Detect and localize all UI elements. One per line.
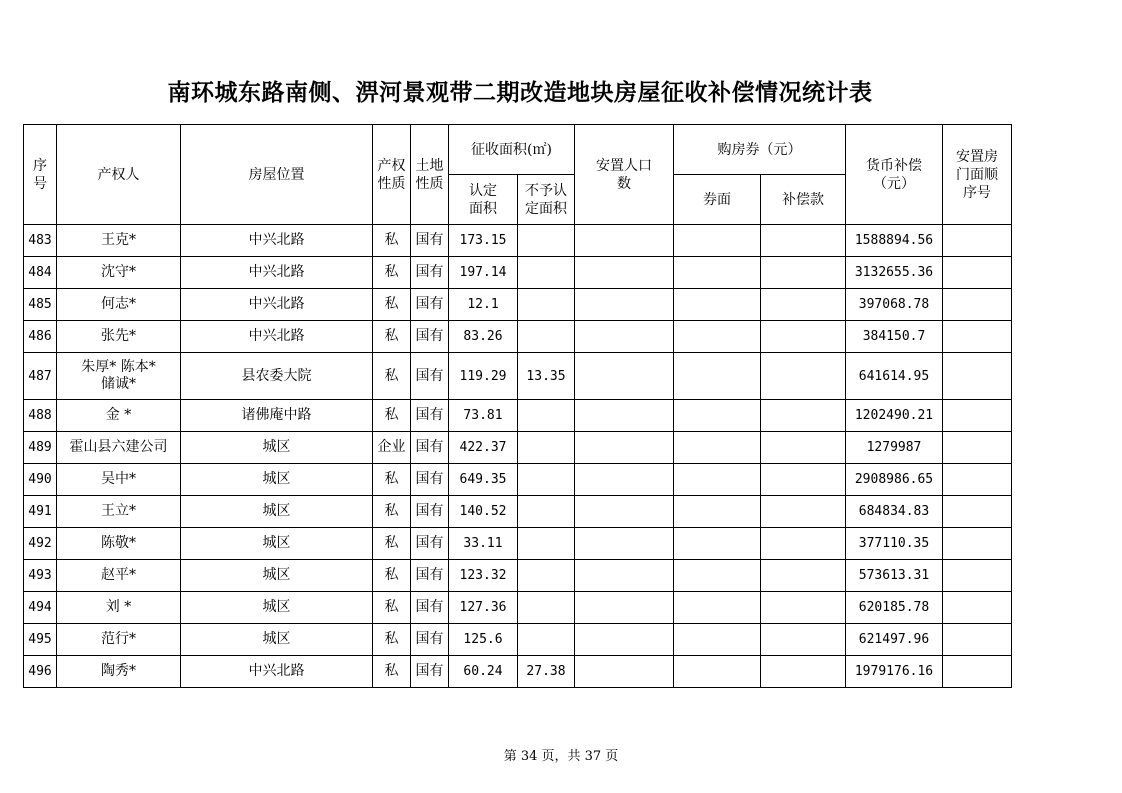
money-comp-cell: 384150.7	[846, 321, 943, 353]
resettle-pop-cell	[575, 321, 674, 353]
property-type-cell: 私	[373, 321, 411, 353]
table-row	[24, 464, 1012, 496]
land-type-cell: 国有	[411, 353, 449, 400]
area-cell: 123.32	[449, 560, 518, 592]
property-type-cell: 私	[373, 624, 411, 656]
not-area-cell: 27.38	[518, 656, 575, 688]
not-area-cell	[518, 592, 575, 624]
resettle-pop-cell	[575, 496, 674, 528]
shop-order-cell	[943, 225, 1012, 257]
seq-cell: 489	[24, 432, 57, 464]
table-row	[24, 257, 1012, 289]
shop-order-cell	[943, 528, 1012, 560]
location-cell: 城区	[181, 624, 373, 656]
voucher-comp-cell	[761, 257, 846, 289]
seq-cell: 483	[24, 225, 57, 257]
seq-cell: 496	[24, 656, 57, 688]
shop-order-cell	[943, 496, 1012, 528]
seq-cell: 484	[24, 257, 57, 289]
resettle-pop-cell	[575, 257, 674, 289]
header-area-recognized: 认定面积	[449, 175, 518, 225]
money-comp-cell: 1202490.21	[846, 400, 943, 432]
table-row	[24, 592, 1012, 624]
voucher-face-cell	[674, 496, 761, 528]
shop-order-cell	[943, 257, 1012, 289]
voucher-comp-cell	[761, 400, 846, 432]
header-location: 房屋位置	[181, 125, 373, 225]
page-footer: 第 34 页，共 37 页	[503, 749, 619, 764]
property-type-cell: 私	[373, 289, 411, 321]
owner-cell: 张先*	[57, 321, 181, 353]
location-cell: 中兴北路	[181, 321, 373, 353]
table-row	[24, 624, 1012, 656]
money-comp-cell: 641614.95	[846, 353, 943, 400]
header-shop-order: 安置房门面顺序号	[943, 125, 1012, 225]
property-type-cell: 私	[373, 496, 411, 528]
area-cell: 125.6	[449, 624, 518, 656]
table-row	[24, 496, 1012, 528]
voucher-comp-cell	[761, 225, 846, 257]
shop-order-cell	[943, 560, 1012, 592]
shop-order-cell	[943, 289, 1012, 321]
header-seq: 序号	[24, 125, 57, 225]
voucher-comp-cell	[761, 496, 846, 528]
not-area-cell	[518, 464, 575, 496]
money-comp-cell: 377110.35	[846, 528, 943, 560]
location-cell: 中兴北路	[181, 257, 373, 289]
voucher-comp-cell	[761, 321, 846, 353]
voucher-face-cell	[674, 624, 761, 656]
not-area-cell	[518, 624, 575, 656]
property-type-cell: 私	[373, 656, 411, 688]
resettle-pop-cell	[575, 656, 674, 688]
table-row	[24, 400, 1012, 432]
seq-cell: 488	[24, 400, 57, 432]
owner-cell: 金 *	[57, 400, 181, 432]
shop-order-cell	[943, 464, 1012, 496]
seq-cell: 490	[24, 464, 57, 496]
table-row	[24, 321, 1012, 353]
voucher-comp-cell	[761, 560, 846, 592]
voucher-comp-cell	[761, 656, 846, 688]
land-type-cell: 国有	[411, 560, 449, 592]
property-type-cell: 私	[373, 257, 411, 289]
land-type-cell: 国有	[411, 432, 449, 464]
not-area-cell	[518, 257, 575, 289]
money-comp-cell: 621497.96	[846, 624, 943, 656]
header-owner: 产权人	[57, 125, 181, 225]
resettle-pop-cell	[575, 624, 674, 656]
header-resettle-pop: 安置人口数	[575, 125, 674, 225]
owner-cell: 霍山县六建公司	[57, 432, 181, 464]
location-cell: 中兴北路	[181, 289, 373, 321]
property-type-cell: 私	[373, 560, 411, 592]
seq-cell: 495	[24, 624, 57, 656]
land-type-cell: 国有	[411, 321, 449, 353]
header-voucher-group: 购房券（元）	[674, 125, 846, 175]
money-comp-cell: 1279987	[846, 432, 943, 464]
resettle-pop-cell	[575, 289, 674, 321]
not-area-cell	[518, 432, 575, 464]
voucher-face-cell	[674, 225, 761, 257]
property-type-cell: 私	[373, 528, 411, 560]
not-area-cell	[518, 321, 575, 353]
voucher-comp-cell	[761, 432, 846, 464]
location-cell: 城区	[181, 496, 373, 528]
owner-cell: 陶秀*	[57, 656, 181, 688]
owner-cell: 吴中*	[57, 464, 181, 496]
resettle-pop-cell	[575, 225, 674, 257]
owner-cell: 何志*	[57, 289, 181, 321]
voucher-face-cell	[674, 353, 761, 400]
area-cell: 197.14	[449, 257, 518, 289]
location-cell: 城区	[181, 560, 373, 592]
owner-cell: 王立*	[57, 496, 181, 528]
shop-order-cell	[943, 353, 1012, 400]
owner-line: 储诚*	[101, 376, 136, 392]
shop-order-cell	[943, 400, 1012, 432]
money-comp-cell: 620185.78	[846, 592, 943, 624]
owner-cell: 范行*	[57, 624, 181, 656]
property-type-cell: 私	[373, 225, 411, 257]
location-cell: 县农委大院	[181, 353, 373, 400]
table-row	[24, 353, 1012, 400]
seq-cell: 486	[24, 321, 57, 353]
header-property-type: 产权性质	[373, 125, 411, 225]
shop-order-cell	[943, 321, 1012, 353]
header-land-type: 土地性质	[411, 125, 449, 225]
table-row	[24, 656, 1012, 688]
land-type-cell: 国有	[411, 656, 449, 688]
property-type-cell: 私	[373, 592, 411, 624]
owner-cell: 赵平*	[57, 560, 181, 592]
area-cell: 422.37	[449, 432, 518, 464]
header-area-not-recognized: 不予认定面积	[518, 175, 575, 225]
money-comp-cell: 684834.83	[846, 496, 943, 528]
location-cell: 城区	[181, 592, 373, 624]
resettle-pop-cell	[575, 353, 674, 400]
resettle-pop-cell	[575, 528, 674, 560]
not-area-cell	[518, 400, 575, 432]
money-comp-cell: 2908986.65	[846, 464, 943, 496]
voucher-face-cell	[674, 464, 761, 496]
location-cell: 中兴北路	[181, 656, 373, 688]
voucher-face-cell	[674, 528, 761, 560]
table-row	[24, 289, 1012, 321]
voucher-comp-cell	[761, 624, 846, 656]
land-type-cell: 国有	[411, 496, 449, 528]
table-row	[24, 560, 1012, 592]
location-cell: 诸佛庵中路	[181, 400, 373, 432]
seq-cell: 485	[24, 289, 57, 321]
page-title: 南环城东路南侧、淠河景观带二期改造地块房屋征收补偿情况统计表	[167, 80, 873, 106]
area-cell: 140.52	[449, 496, 518, 528]
seq-cell: 494	[24, 592, 57, 624]
voucher-face-cell	[674, 257, 761, 289]
resettle-pop-cell	[575, 560, 674, 592]
owner-cell: 刘 *	[57, 592, 181, 624]
seq-cell: 493	[24, 560, 57, 592]
area-cell: 33.11	[449, 528, 518, 560]
voucher-comp-cell	[761, 353, 846, 400]
header-voucher-face: 券面	[674, 175, 761, 225]
land-type-cell: 国有	[411, 624, 449, 656]
voucher-face-cell	[674, 400, 761, 432]
owner-line: 朱厚* 陈本*	[81, 359, 156, 375]
voucher-comp-cell	[761, 464, 846, 496]
header-area-group: 征收面积(㎡)	[449, 125, 575, 175]
table-row	[24, 432, 1012, 464]
not-area-cell	[518, 225, 575, 257]
voucher-comp-cell	[761, 289, 846, 321]
money-comp-cell: 397068.78	[846, 289, 943, 321]
shop-order-cell	[943, 592, 1012, 624]
property-type-cell: 企业	[373, 432, 411, 464]
voucher-face-cell	[674, 656, 761, 688]
property-type-cell: 私	[373, 400, 411, 432]
voucher-face-cell	[674, 321, 761, 353]
resettle-pop-cell	[575, 432, 674, 464]
seq-cell: 492	[24, 528, 57, 560]
land-type-cell: 国有	[411, 257, 449, 289]
shop-order-cell	[943, 432, 1012, 464]
table-row	[24, 528, 1012, 560]
voucher-comp-cell	[761, 592, 846, 624]
shop-order-cell	[943, 624, 1012, 656]
header-money-comp: 货币补偿（元）	[846, 125, 943, 225]
table-row	[24, 225, 1012, 257]
resettle-pop-cell	[575, 400, 674, 432]
area-cell: 73.81	[449, 400, 518, 432]
land-type-cell: 国有	[411, 225, 449, 257]
owner-cell: 陈敬*	[57, 528, 181, 560]
seq-cell: 491	[24, 496, 57, 528]
property-type-cell: 私	[373, 353, 411, 400]
resettle-pop-cell	[575, 592, 674, 624]
area-cell: 127.36	[449, 592, 518, 624]
compensation-table	[23, 124, 1012, 688]
money-comp-cell: 573613.31	[846, 560, 943, 592]
money-comp-cell: 1588894.56	[846, 225, 943, 257]
voucher-face-cell	[674, 560, 761, 592]
seq-cell: 487	[24, 353, 57, 400]
owner-cell: 沈守*	[57, 257, 181, 289]
not-area-cell	[518, 528, 575, 560]
area-cell: 12.1	[449, 289, 518, 321]
resettle-pop-cell	[575, 464, 674, 496]
header-voucher-comp: 补偿款	[761, 175, 846, 225]
not-area-cell	[518, 560, 575, 592]
land-type-cell: 国有	[411, 528, 449, 560]
voucher-comp-cell	[761, 528, 846, 560]
location-cell: 中兴北路	[181, 225, 373, 257]
land-type-cell: 国有	[411, 289, 449, 321]
money-comp-cell: 1979176.16	[846, 656, 943, 688]
property-type-cell: 私	[373, 464, 411, 496]
land-type-cell: 国有	[411, 400, 449, 432]
shop-order-cell	[943, 656, 1012, 688]
voucher-face-cell	[674, 432, 761, 464]
area-cell: 83.26	[449, 321, 518, 353]
not-area-cell	[518, 496, 575, 528]
money-comp-cell: 3132655.36	[846, 257, 943, 289]
not-area-cell	[518, 289, 575, 321]
area-cell: 173.15	[449, 225, 518, 257]
location-cell: 城区	[181, 432, 373, 464]
owner-cell: 王克*	[57, 225, 181, 257]
location-cell: 城区	[181, 464, 373, 496]
owner-cell	[57, 353, 181, 400]
area-cell: 649.35	[449, 464, 518, 496]
voucher-face-cell	[674, 289, 761, 321]
area-cell: 119.29	[449, 353, 518, 400]
voucher-face-cell	[674, 592, 761, 624]
area-cell: 60.24	[449, 656, 518, 688]
land-type-cell: 国有	[411, 464, 449, 496]
not-area-cell: 13.35	[518, 353, 575, 400]
location-cell: 城区	[181, 528, 373, 560]
land-type-cell: 国有	[411, 592, 449, 624]
